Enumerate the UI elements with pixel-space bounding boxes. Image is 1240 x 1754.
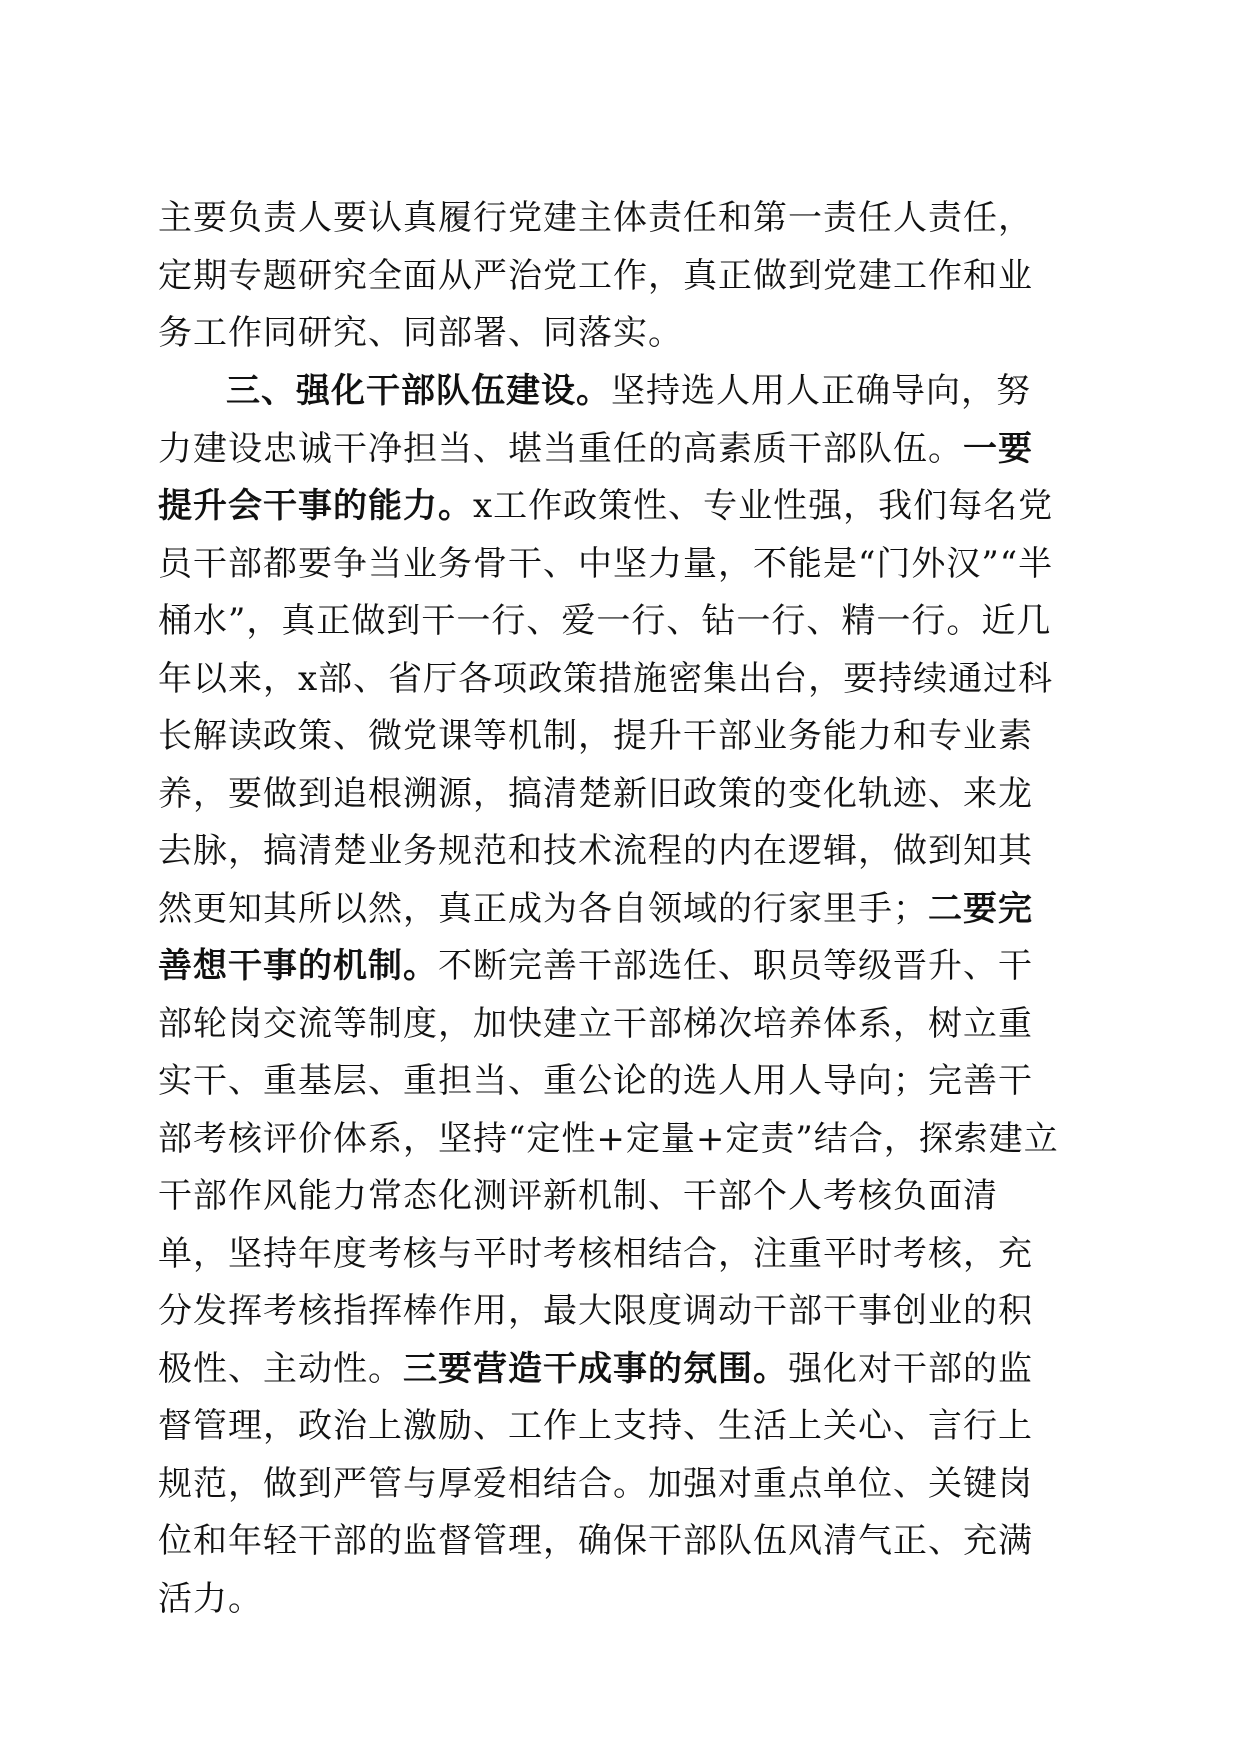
section-heading: 三、强化干部队伍建设。 [226,371,611,411]
point-1-title: 一要提升会干事的能力。 [158,428,1033,526]
paragraph-responsibility [158,190,1064,363]
point-2-text: 不断完善干部选任、职员等级晋升、干部轮岗交流等制度，加快建立干部梯次培养体系，树立重实干、重基层、重担当、重公论的选人用人导向；完善干部考核评价体系，坚持“定性+定量+定责”结合，探索建立干部作风能力常态化测评新机制、干部个人考核负面清单，坚持年度考核与平时考核相结合，注重平时考核，充分发挥考核指挥棒作用，最大限度调动干部干事创业的积极性、主动性。 [158,946,1059,1389]
paragraph-1-text: 主要负责人要认真履行党建主体责任和第一责任人责任，定期专题研究全面从严治党工作，真正做到党建工作和业务工作同研究、同部署、同落实。 [158,198,1033,353]
point-1-text: x工作政策性、专业性强，我们每名党员干部都要争当业务骨干、中坚力量，不能是“门外汉”“半桶水”，真正做到干一行、爱一行、钻一行、精一行。近几年以来，x部、省厅各项政策措施密集出台，要持续通过科长解读政策、微党课等机制，提升干部业务能力和专业素养，要做到追根溯源，搞清楚新旧政策的变化轨迹、来龙去脉，搞清楚业务规范和技术流程的内在逻辑，做到知其然更知其所以然，真正成为各自领域的行家里手； [158,486,1054,929]
point-3-text: 强化对干部的监督管理，政治上激励、工作上支持、生活上关心、言行上规范，做到严管与厚爱相结合。加强对重点单位、关键岗位和年轻干部的监督管理，确保干部队伍风清气正、充满活力。 [158,1348,1033,1619]
point-3-title: 三要营造干成事的氛围。 [403,1348,788,1389]
point-2-title: 二要完善想干事的机制。 [158,888,1033,986]
section-intro: 坚持选人用人正确导向，努力建设忠诚干净担当、堪当重任的高素质干部队伍。 [158,371,1031,469]
paragraph-cadre-building [158,363,1064,1628]
